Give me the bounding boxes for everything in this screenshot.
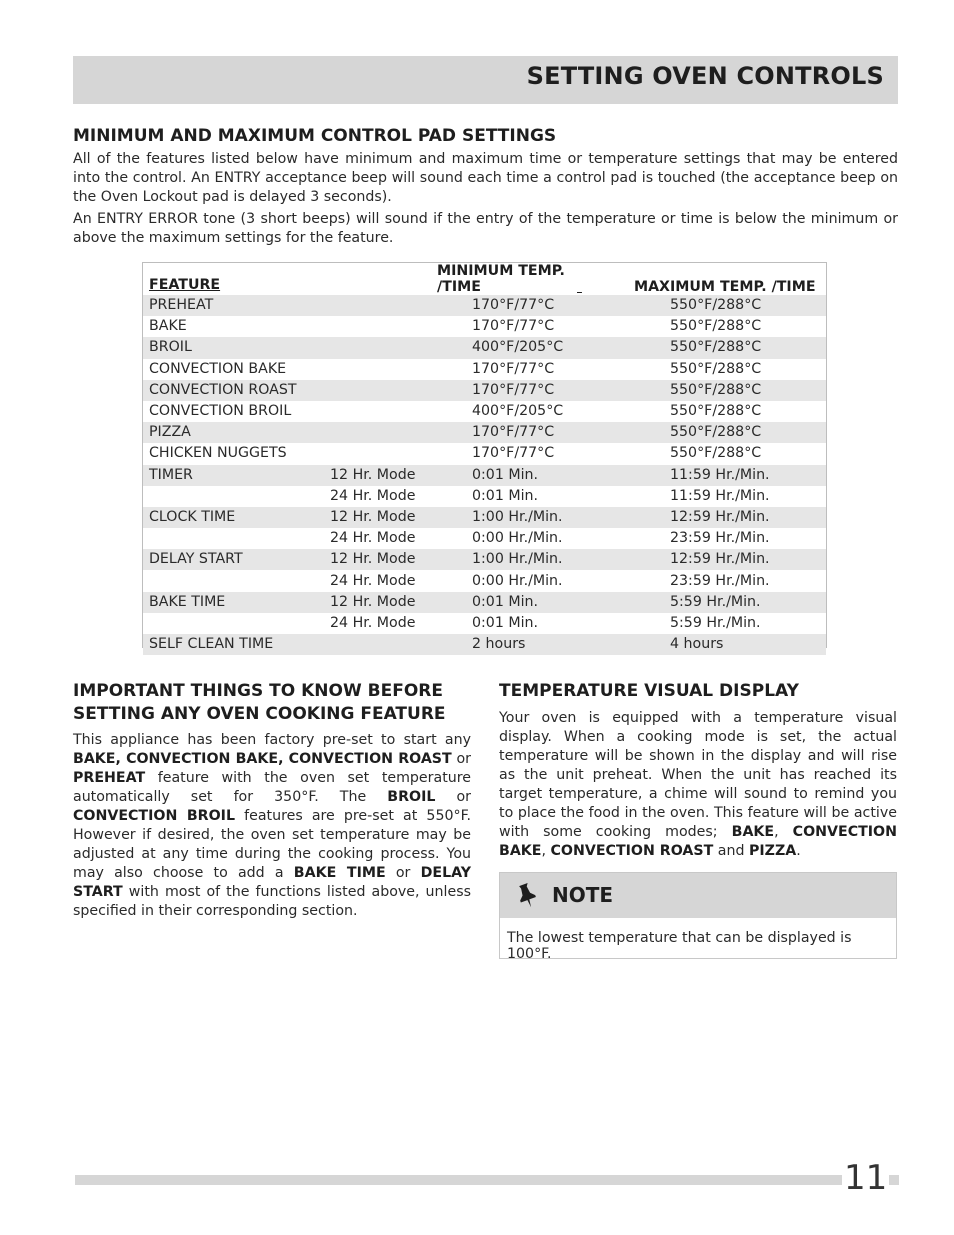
- important-bold-4: CONVECTION BROIL: [73, 808, 235, 824]
- cell-min: 0:01 Min.: [472, 487, 539, 504]
- important-text-2: or: [451, 751, 471, 767]
- cell-feature: TIMER: [149, 466, 193, 483]
- cell-feature: CHICKEN NUGGETS: [149, 445, 287, 462]
- cell-max: 5:59 Hr./Min.: [670, 614, 761, 631]
- min-max-para-2: An ENTRY ERROR tone (3 short beeps) will sound if the entry of the temperature or time is below the minimum or above the maximum settings for the feature.: [73, 211, 898, 246]
- cell-mode: [330, 316, 472, 337]
- important-text-6: or: [385, 865, 421, 881]
- cell-mode: 12 Hr. Mode: [330, 551, 416, 568]
- cell-min: 170°F/77°C: [472, 360, 555, 377]
- cell-max: 12:59 Hr./Min.: [670, 551, 770, 568]
- temp-text-2: ,: [774, 824, 793, 840]
- cell-min: 0:01 Min.: [472, 466, 539, 483]
- min-max-intro: [73, 150, 898, 248]
- cell-feature: [143, 613, 330, 634]
- cell-mode: [330, 401, 472, 422]
- cell-feature: BAKE TIME: [149, 593, 226, 610]
- temp-text-5: .: [796, 843, 801, 859]
- header-bar: [73, 56, 898, 104]
- cell-max: 550°F/288°C: [670, 318, 762, 335]
- important-bold-2: PREHEAT: [73, 770, 146, 786]
- important-text-1: This appliance has been factory pre-set to start any: [73, 732, 471, 748]
- table-row: [143, 570, 826, 591]
- temp-text-1: Your oven is equipped with a temperature visual display. When a cooking mode is set, the actual temperature will be shown in the display and will rise as the unit preheat. When the unit has reached its target temperature, a chime will sound to remind you to place the food in the oven. This feature will be active with some cooking modes;: [499, 710, 897, 840]
- table-row: [143, 443, 826, 464]
- important-text-5: features are pre-set at 550°F. However if desired, the oven set temperature may be adjusted at any time during the cooking process. You may also choose to add a: [73, 808, 471, 881]
- important-bold-5: BAKE TIME: [293, 865, 386, 881]
- note-text: The lowest temperature that can be displayed is 100°F.: [507, 930, 852, 962]
- temp-bold-3: CONVECTION ROAST: [550, 843, 714, 859]
- table-row: [143, 316, 826, 337]
- cell-max: 11:59 Hr./Min.: [670, 466, 770, 483]
- header-min: MINIMUM TEMP. /TIME: [437, 263, 565, 295]
- table-row: [143, 507, 826, 528]
- cell-feature: CLOCK TIME: [149, 508, 236, 525]
- table-row: [143, 549, 826, 570]
- table-row: [143, 422, 826, 443]
- cell-min: 0:01 Min.: [472, 614, 539, 631]
- cell-max: 550°F/288°C: [670, 424, 762, 441]
- cell-min: 170°F/77°C: [472, 445, 555, 462]
- cell-feature: CONVECTION ROAST: [149, 381, 297, 398]
- cell-max: 11:59 Hr./Min.: [670, 487, 770, 504]
- cell-mode: [330, 634, 472, 655]
- temp-bold-2: CONVECTION BAKE: [499, 824, 897, 859]
- cell-feature: [143, 486, 330, 507]
- cell-max: 4 hours: [670, 636, 724, 653]
- table-row: [143, 634, 826, 655]
- table-row: [143, 295, 826, 316]
- settings-table: [142, 262, 827, 653]
- cell-mode: 24 Hr. Mode: [330, 530, 416, 547]
- header-min-max: [437, 263, 826, 295]
- important-text-4: or: [435, 789, 471, 805]
- note-box: [499, 872, 897, 962]
- cell-mode: [330, 422, 472, 443]
- cell-mode: [330, 337, 472, 358]
- min-max-para-1: All of the features listed below have minimum and maximum time or temperature settings that may be entered into the control. An ENTRY acceptance beep will sound each time a control pad is touched (the acceptance beep on the Oven Lockout pad is delayed 3 seconds).: [73, 151, 898, 205]
- cell-min: 1:00 Hr./Min.: [472, 508, 563, 525]
- cell-mode: [330, 295, 472, 316]
- important-heading-line-2: SETTING ANY OVEN COOKING FEATURE: [73, 704, 446, 724]
- table-header-row: [143, 263, 826, 295]
- cell-feature: CONVECTION BROIL: [149, 403, 292, 420]
- page-number: 11: [844, 1158, 888, 1198]
- pushpin-icon: [516, 883, 538, 909]
- cell-feature: PREHEAT: [149, 297, 214, 314]
- cell-feature: BROIL: [149, 339, 192, 356]
- important-text-7: with most of the functions listed above, unless specified in their corresponding section.: [73, 884, 471, 919]
- page-title: SETTING OVEN CONTROLS: [526, 62, 884, 90]
- cell-feature: BAKE: [149, 318, 187, 335]
- cell-min: 400°F/205°C: [472, 403, 564, 420]
- cell-mode: [330, 359, 472, 380]
- cell-mode: 12 Hr. Mode: [330, 466, 416, 483]
- min-max-heading: MINIMUM AND MAXIMUM CONTROL PAD SETTINGS: [73, 126, 557, 146]
- table-row: [143, 401, 826, 422]
- cell-mode: 24 Hr. Mode: [330, 572, 416, 589]
- table-row: [143, 380, 826, 401]
- table-row: [143, 465, 826, 486]
- temp-text-3: ,: [541, 843, 551, 859]
- cell-min: 400°F/205°C: [472, 339, 564, 356]
- note-header: [500, 873, 896, 918]
- table-row: [143, 592, 826, 613]
- cell-max: 23:59 Hr./Min.: [670, 572, 770, 589]
- cell-max: 5:59 Hr./Min.: [670, 593, 761, 610]
- important-text-3: feature with the oven set temperature automatically set for 350°F. The: [73, 770, 471, 805]
- cell-feature: SELF CLEAN TIME: [149, 636, 274, 653]
- cell-min: 1:00 Hr./Min.: [472, 551, 563, 568]
- cell-max: 550°F/288°C: [670, 360, 762, 377]
- cell-max: 550°F/288°C: [670, 403, 762, 420]
- table-row: [143, 528, 826, 549]
- important-body: [73, 731, 471, 921]
- cell-min: 2 hours: [472, 636, 526, 653]
- cell-max: 550°F/288°C: [670, 297, 762, 314]
- cell-max: 12:59 Hr./Min.: [670, 508, 770, 525]
- temp-text-4: and: [713, 843, 749, 859]
- note-title: NOTE: [552, 883, 614, 907]
- important-heading: [73, 680, 473, 726]
- temp-display-heading: TEMPERATURE VISUAL DISPLAY: [499, 681, 799, 701]
- cell-max: 23:59 Hr./Min.: [670, 530, 770, 547]
- cell-feature: [143, 570, 330, 591]
- footer-bar: [75, 1175, 899, 1185]
- cell-min: 170°F/77°C: [472, 381, 555, 398]
- cell-feature: [143, 528, 330, 549]
- cell-max: 550°F/288°C: [670, 339, 762, 356]
- temp-bold-1: BAKE: [731, 824, 775, 840]
- header-max: MAXIMUM TEMP. /TIME: [633, 279, 816, 295]
- cell-min: 0:00 Hr./Min.: [472, 530, 563, 547]
- table-row: [143, 337, 826, 358]
- cell-min: 170°F/77°C: [472, 318, 555, 335]
- cell-min: 0:00 Hr./Min.: [472, 572, 563, 589]
- header-feature: FEATURE: [149, 277, 221, 293]
- cell-feature: CONVECTION BAKE: [149, 360, 287, 377]
- important-bold-3: BROIL: [387, 789, 436, 805]
- table-row: [143, 359, 826, 380]
- temp-display-body: [499, 709, 897, 861]
- cell-mode: [330, 380, 472, 401]
- cell-feature: PIZZA: [149, 424, 191, 441]
- cell-min: 170°F/77°C: [472, 424, 555, 441]
- cell-feature: DELAY START: [149, 551, 243, 568]
- cell-mode: 12 Hr. Mode: [330, 593, 416, 610]
- settings-table-grid: [143, 263, 826, 655]
- cell-mode: 24 Hr. Mode: [330, 614, 416, 631]
- important-heading-line-1: IMPORTANT THINGS TO KNOW BEFORE: [73, 681, 443, 701]
- cell-mode: 12 Hr. Mode: [330, 508, 416, 525]
- cell-max: 550°F/288°C: [670, 381, 762, 398]
- important-bold-6: DELAY START: [73, 865, 472, 900]
- cell-mode: [330, 443, 472, 464]
- cell-max: 550°F/288°C: [670, 445, 762, 462]
- temp-bold-4: PIZZA: [748, 843, 797, 859]
- cell-mode: 24 Hr. Mode: [330, 487, 416, 504]
- cell-min: 0:01 Min.: [472, 593, 539, 610]
- table-row: [143, 486, 826, 507]
- cell-min: 170°F/77°C: [472, 297, 555, 314]
- important-bold-1: BAKE, CONVECTION BAKE, CONVECTION ROAST: [73, 751, 452, 767]
- table-row: [143, 613, 826, 634]
